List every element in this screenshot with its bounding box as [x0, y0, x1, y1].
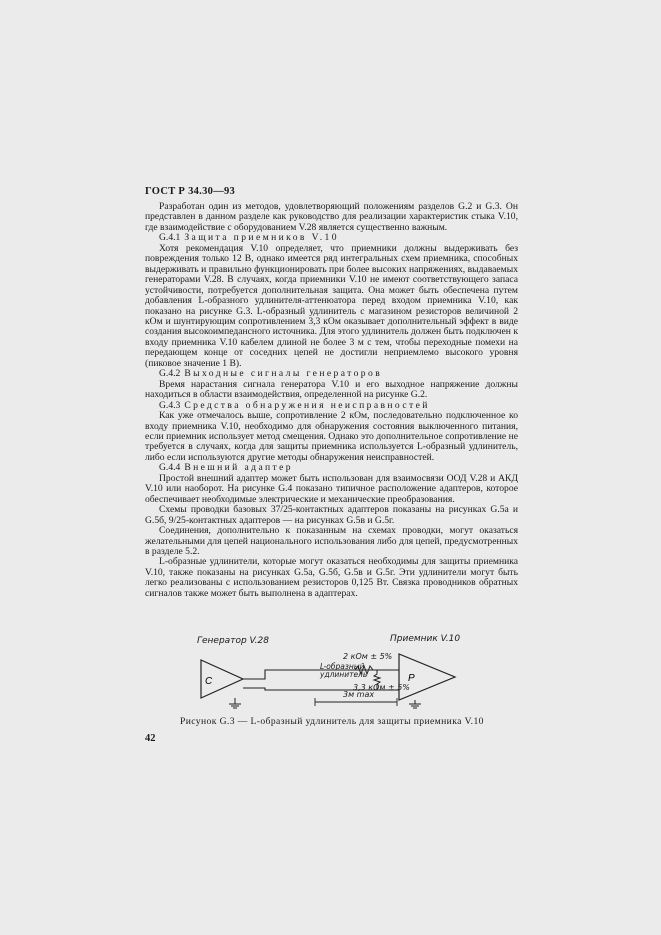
paragraph: Разработан один из методов, удовлетворяющий положениям разделов G.2 и G.3. Он представлен в данном разделе как руководство для реализации характеристик стыка V.10, где взаимодействие с оборудованием V.28 является существенно важным.	[145, 201, 518, 233]
figure-caption: Рисунок G.3 — L-образный удлинитель для защиты приемника V.10	[180, 716, 484, 727]
paragraph: Время нарастания сигнала генератора V.10 и его выходное напряжение должны находиться в области взаимодействия, определенной на рисунке G.2.	[145, 378, 518, 401]
section-title: Защита приемников V.10	[184, 232, 339, 244]
section-title: Выходные сигналы генераторов	[184, 368, 383, 380]
paragraph: Хотя рекомендация V.10 определяет, что приемники должны выдерживать без повреждения только 12 В, однако имеется ряд интегральных схем приемника, способных выдерживать и правильно функционировать при более высоких напряжениях, выдаваемых генераторами V.28. В случаях, когда приемники V.10 не имеют соответствующего запаса устойчивости, потребуется дополнительная защита. Она может быть обеспечена путем добавления L-образного удлинителя-аттенюатора перед входом приемника V.10, как показано на рисунке G.3. L-образный удлинитель с магазином резисторов величиной 2 кОм и шунтирующим сопротивлением 3,3 кОм оказывает дополнительный эффект в виде создания высокоимпедансного источника. Для этого удлинитель должен быть подключен к входу приемника V.10 кабелем длиной не более 3 м с тем, чтобы переходные помехи на передающем конце от соседних цепей не достигли неприемлемо высокого уровня (пиковое значение 1 В).	[145, 242, 518, 369]
page-number: 42	[145, 733, 156, 744]
cable-dimension	[315, 698, 397, 706]
attenuator-label: L-образный удлинитель	[320, 662, 368, 679]
section-title: Внешний адаптер	[184, 462, 293, 474]
section-number: G.4.2	[159, 368, 181, 380]
paragraph: L-образные удлинители, которые могут оказаться необходимы для защиты приемника V.10, также показаны на рисунках G.5а, G.5б, G.5в и G.5г. Эти удлинители могут быть легко реализованы с использованием резисторов 0,125 Вт. Связка проводников обратных сигналов также может быть выполнена в адаптерах.	[145, 556, 518, 599]
cable-label: 3м max	[343, 690, 375, 699]
generator-letter: C	[205, 676, 213, 687]
section-number: G.4.3	[159, 399, 181, 411]
section-number: G.4.1	[159, 232, 181, 244]
document-header: ГОСТ Р 34.30—93	[145, 186, 236, 197]
paragraph: Соединения, дополнительно к показанным на схемах проводки, могут оказаться желательными для цепей национального использования либо для цепей, предусмотренных в разделе 5.2.	[145, 525, 518, 557]
resistor-label: 2 кОм ± 5%	[343, 652, 393, 661]
paragraph: Как уже отмечалось выше, сопротивление 2 кОм, последовательно подключенное ко входу приемника V.10, необходимо для обнаружения состояния выключенного питания, если приемник использует метод смещения. Однако это дополнительное сопротивление не требуется в случаях, когда для защиты приемника используется L-образный удлинитель, либо если используются другие методы обнаружения неисправностей.	[145, 410, 518, 463]
section-number: G.4.4	[159, 462, 181, 474]
paragraph: Простой внешний адаптер может быть использован для взаимосвязи ООД V.28 и АКД V.10 или наоборот. На рисунке G.4 показано типичное расположение адаптеров, которое обеспечивает необходимые электрические и механические преобразования.	[145, 472, 518, 505]
receiver-letter: P	[408, 673, 415, 684]
paragraph: Схемы проводки базовых 37/25-контактных адаптеров показаны на рисунках G.5а и G.5б, 9/25-контактных адаптеров — на рисунках G.5в и G.5г.	[145, 504, 518, 526]
generator-label: Генератор V.28	[197, 636, 269, 646]
generator-ground	[229, 698, 241, 708]
body-text	[145, 202, 518, 599]
receiver-label: Приемник V.10	[390, 634, 461, 644]
shunt-label: 3,3 кОм ± 5%	[353, 683, 410, 692]
section-title: Средства обнаружения неисправностей	[184, 399, 430, 411]
receiver-ground	[409, 700, 421, 708]
